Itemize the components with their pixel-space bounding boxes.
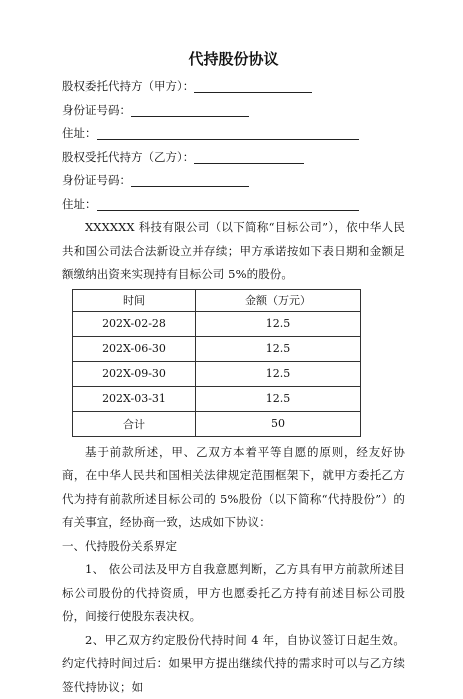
table-cell-amount: 12.5 bbox=[196, 336, 361, 361]
section-heading: 一、代持股份关系界定 bbox=[62, 535, 405, 559]
party-b-address-blank bbox=[97, 196, 359, 211]
party-b-id-blank bbox=[131, 172, 249, 187]
table-header-row bbox=[73, 289, 361, 311]
party-a-id-line bbox=[62, 99, 405, 123]
party-a-address-line bbox=[62, 122, 405, 146]
party-a-principal-line bbox=[62, 75, 405, 99]
clause-1: 1、 依公司法及甲方自我意愿判断，乙方具有甲方前款所述目标公司股份的代持资质，甲方也愿委托乙方持有前述目标公司股份，间接行使股东表决权。 bbox=[62, 558, 405, 629]
contribution-table bbox=[72, 289, 361, 437]
table-row bbox=[73, 361, 361, 386]
party-a-principal-label: 股权委托代持方（甲方）： bbox=[62, 79, 194, 93]
party-a-address-blank bbox=[97, 125, 359, 140]
table-cell-date: 202X-06-30 bbox=[73, 336, 196, 361]
table-header-date: 时间 bbox=[73, 289, 196, 311]
party-b-id-label: 身份证号码： bbox=[62, 173, 131, 187]
table-row bbox=[73, 311, 361, 336]
party-a-address-label: 住址： bbox=[62, 126, 97, 140]
table-cell-date: 202X-09-30 bbox=[73, 361, 196, 386]
table-total-amount: 50 bbox=[196, 411, 361, 436]
intro-paragraph: XXXXXX 科技有限公司（以下简称“目标公司”），依中华人民共和国公司法合法新设立并存续；甲方承诺按如下表日期和金额足额缴纳出资来实现持有目标公司 5%的股份。 bbox=[62, 216, 405, 287]
table-cell-date: 202X-03-31 bbox=[73, 386, 196, 411]
party-b-name-blank bbox=[194, 149, 304, 164]
party-a-id-blank bbox=[131, 102, 249, 117]
clause-2: 2、甲乙双方约定股份代持时间 4 年，自协议签订日起生效。约定代持时间过后：如果甲方提出继续代持的需求时可以与乙方续签代持协议；如 bbox=[62, 629, 405, 699]
table-total-row bbox=[73, 411, 361, 436]
party-b-holder-label: 股权受托代持方（乙方）： bbox=[62, 150, 194, 164]
table-cell-date: 202X-02-28 bbox=[73, 311, 196, 336]
party-b-address-line bbox=[62, 193, 405, 217]
table-cell-amount: 12.5 bbox=[196, 361, 361, 386]
table-header-amount: 金额（万元） bbox=[196, 289, 361, 311]
table-row bbox=[73, 336, 361, 361]
table-cell-amount: 12.5 bbox=[196, 386, 361, 411]
party-b-address-label: 住址： bbox=[62, 197, 97, 211]
party-a-name-blank bbox=[194, 78, 312, 93]
party-a-id-label: 身份证号码： bbox=[62, 103, 131, 117]
party-b-id-line bbox=[62, 169, 405, 193]
table-total-label: 合计 bbox=[73, 411, 196, 436]
document-title: 代持股份协议 bbox=[62, 0, 405, 69]
table-cell-amount: 12.5 bbox=[196, 311, 361, 336]
table-row bbox=[73, 386, 361, 411]
party-b-holder-line bbox=[62, 146, 405, 170]
consult-paragraph: 基于前款所述，甲、乙双方本着平等自愿的原则，经友好协商，在中华人民共和国相关法律规定范围框架下，就甲方委托乙方代为持有前款所述目标公司的 5%股份（以下简称“代持股份”）的有关事宜，经协商一致，达成如下协议： bbox=[62, 441, 405, 535]
